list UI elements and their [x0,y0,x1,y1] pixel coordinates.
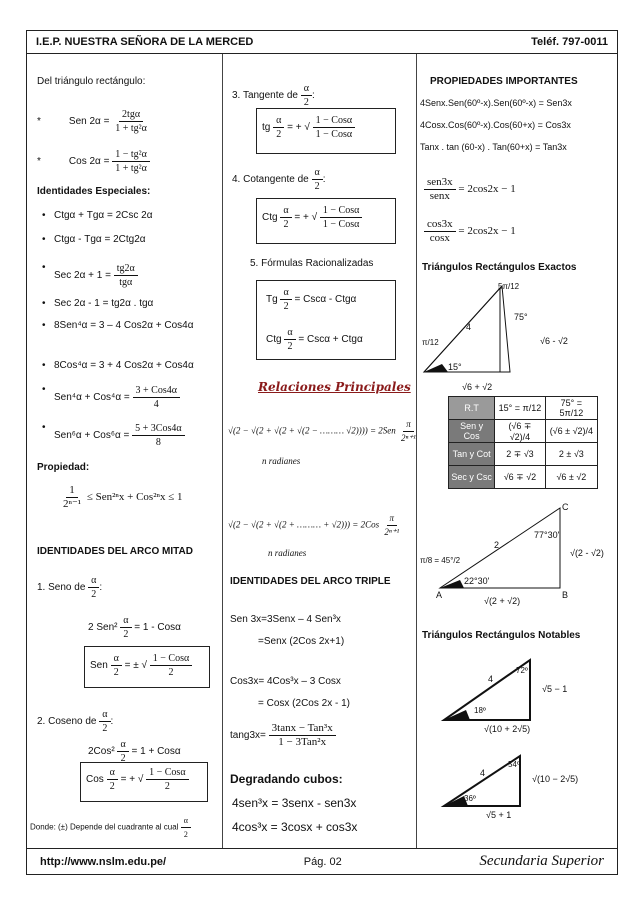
triple-3: Cos3x= 4Cos³x – 3 Cosx [230,676,341,687]
cotangente-de: 4. Cotangente de $\frac{\alpha}{2}$ : [232,167,326,192]
relaciones-title: Relaciones Principales [258,380,411,394]
ident-6: • 8Cos⁴α = 3 + 4 Cos2α + Cos4α [54,360,194,371]
column-divider-2 [416,54,417,848]
triple-4: = Cosx (2Cos 2x - 1) [258,698,350,709]
prop-3: Tanx . tan (60-x) . Tan(60+x) = Tan3x [420,142,567,152]
rt-row-0-b: (√6 ± √2)/4 [545,420,597,443]
tri3-18: 18º [474,706,486,715]
tri1-top: 5π/12 [498,282,520,291]
sen2a-formula: * Sen 2α = $\frac{\text{2tgα}}{\text{1 + tg²α}}$ [37,109,147,134]
tri2-B: B [562,590,569,600]
notables-title: Triángulos Rectángulos Notables [422,630,581,641]
relacion-1-n: n radianes [262,456,301,466]
arco-mitad-title: IDENTIDADES DEL ARCO MITAD [37,546,193,557]
tri2-left: π/8 = 45°/2 [420,556,461,565]
identidades-title: Identidades Especiales: [37,186,151,197]
ident-3: • Sec 2α + 1 = $\frac{tg2\alpha}{\text{tgα}}$ [54,262,138,289]
tri3-base: √(10 + 2√5) [484,724,531,734]
tri2-hyp: 2 [494,540,500,550]
coseno-de: 2. Coseno de $\frac{\alpha}{2}$ : [37,709,114,734]
tri2-A: A [436,590,443,600]
triple-5: tang3x= $\frac{\text{3tanx − Tan³x}}{\text{1 − 3Tan²x}}$ [230,722,336,749]
rt-head-1: 15° = π/12 [495,397,546,420]
racionalizadas-title: 5. Fórmulas Racionalizadas [250,258,374,269]
tri4-36: 36º [464,794,476,803]
rt-row-1-label: Tan y Cot [449,443,495,466]
tri3-side: √5 − 1 [542,684,568,694]
rt-table [448,396,598,489]
tri1-base: √6 + √2 [462,382,493,392]
ctg-half-formula: Ctg $\frac{\alpha}{2}$ = + √ $\frac{\text{1 − Cosα}}{\text{1 − Cosα}}$ [262,204,362,231]
relacion-2-n: n radianes [268,548,307,558]
ident-7: • Sen⁴α + Cos⁴α = $\frac{\text{3 + Cos4α}}{4}$ [54,384,180,411]
prop-1: 4Senx.Sen(60º-x).Sen(60º-x) = Sen3x [420,98,572,108]
ident-5: • 8Sen⁴α = 3 – 4 Cos2α + Cos4α [54,320,194,331]
prop-2: 4Cosx.Cos(60º-x).Cos(60+x) = Cos3x [420,120,571,130]
rt-head-0: R.T [449,397,495,420]
degradando-1: 4sen³x = 3senx - sen3x [232,796,357,810]
degradando-2: 4cos³x = 3cosx + cos3x [232,820,358,834]
rt-row-2-label: Sec y Csc [449,466,495,489]
school-name: I.E.P. NUESTRA SEÑORA DE LA MERCED [36,35,254,48]
propiedad-title: Propiedad: [37,462,90,473]
propiedades-title: PROPIEDADES IMPORTANTES [430,76,578,87]
tri4-hyp: 4 [480,768,486,778]
rt-row-1-a: 2 ∓ √3 [495,443,546,466]
rt-row-2-a: √6 ∓ √2 [495,466,546,489]
tg-half-formula: tg $\frac{\alpha}{2}$ = + √ $\frac{\text{1 − Cosα}}{\text{1 − Cosα}}$ [262,114,355,141]
page-footer [26,848,618,874]
ident-1: • Ctgα + Tgα = 2Csc 2α [54,210,153,221]
intro-text: Del triángulo rectángulo: [37,76,146,87]
triple-1: Sen 3x=3Senx – 4 Sen³x [230,614,341,625]
tri1-side: √6 - √2 [540,336,568,346]
cos-half-formula: Cos $\frac{\alpha}{2}$ = + √ $\frac{\text{1 − Cosα}}{2}$ [86,766,189,793]
rt-row-0-label: Sen y Cos [449,420,495,443]
seno-eq: 2 Sen² $\frac{\alpha}{2}$ = 1 - Cosα [88,615,181,640]
relacion-1: √(2 − √(2 + √(2 + √(2 − ……… √2)))) = 2Sen $\frac{\pi}{\text{2ⁿ⁺¹}}$ [228,419,416,443]
page-header [26,30,618,54]
tri3-hyp: 4 [488,674,494,684]
propiedad-formula: $\frac{1}{\text{2ⁿ⁻¹}}$ ≤ Sen²ⁿx + Cos²ⁿx ≤ 1 [63,484,183,510]
tri1-hyp: 4 [466,322,472,332]
tri2-base: √(2 + √2) [484,596,521,606]
triple-2: =Senx (2Cos 2x+1) [258,636,345,647]
cos2a-formula: * Cos 2α = $\frac{\text{1 − tg²α}}{\text{1 + tg²α}}$ [37,148,150,175]
column-divider-1 [222,54,223,848]
tri1-15: 15° [448,362,462,372]
prop-frac-1: $\frac{\text{sen3x}}{\text{senx}}$ = 2cos2x − 1 [424,176,516,203]
arco-triple-title: IDENTIDADES DEL ARCO TRIPLE [230,576,391,587]
racional-1: Tg $\frac{\alpha}{2}$ = Cscα - Ctgα [266,287,357,312]
relacion-2: √(2 − √(2 + √(2 + ……… + √2))) = 2Cos $\frac{\pi}{\text{2ⁿ⁺¹}}$ [228,513,400,537]
tri2-side: √(2 - √2) [570,548,604,558]
racional-2: Ctg $\frac{\alpha}{2}$ = Cscα + Ctgα [266,327,363,352]
rt-head-2: 75° = 5π/12 [545,397,597,420]
footer-brand: Secundaria Superior [479,853,604,869]
ident-2: • Ctgα - Tgα = 2Ctg2α [54,234,146,245]
tri3-72: 72º [516,666,528,675]
donde-note: Donde: (±) Depende del cuadrante al cual $\frac{\alpha}{2}$ [30,814,191,841]
tri1-left: π/12 [422,338,439,347]
phone: Teléf. 797-0011 [531,35,608,48]
tangente-de: 3. Tangente de $\frac{\alpha}{2}$ : [232,83,315,108]
seno-de: 1. Seno de $\frac{\alpha}{2}$ : [37,575,103,600]
exactos-title: Triángulos Rectángulos Exactos [422,262,577,273]
tri2-22: 22°30' [464,576,490,586]
rt-row-1-b: 2 ± √3 [545,443,597,466]
tri2-77: 77°30' [534,530,560,540]
prop-frac-2: $\frac{\cos 3x}{\cos x}$ = 2cos2x − 1 [424,218,516,245]
tri4-base: √5 + 1 [486,810,512,820]
tri2-C: C [562,502,569,512]
tri4-side: √(10 − 2√5) [532,774,579,784]
footer-page: Pág. 02 [303,855,342,868]
rt-row-2-b: √6 ± √2 [545,466,597,489]
cos-eq: 2Cos² $\frac{\alpha}{2}$ = 1 + Cosα [88,739,181,764]
footer-url[interactable]: http://www.nslm.edu.pe/ [40,855,167,868]
ident-8: • Sen⁶α + Cos⁶α = $\frac{\text{5 + 3Cos4α}}{8}$ [54,422,185,449]
sen-half-formula: Sen $\frac{\alpha}{2}$ = ± √ $\frac{\text{1 − Cosα}}{2}$ [90,652,192,679]
rt-row-0-a: (√6 ∓ √2)/4 [495,420,546,443]
ident-4: • Sec 2α - 1 = tg2α . tgα [54,298,153,309]
degradando-title: Degradando cubos: [230,772,343,786]
tri1-75: 75° [514,312,528,322]
tri4-54: 54º [508,760,520,769]
